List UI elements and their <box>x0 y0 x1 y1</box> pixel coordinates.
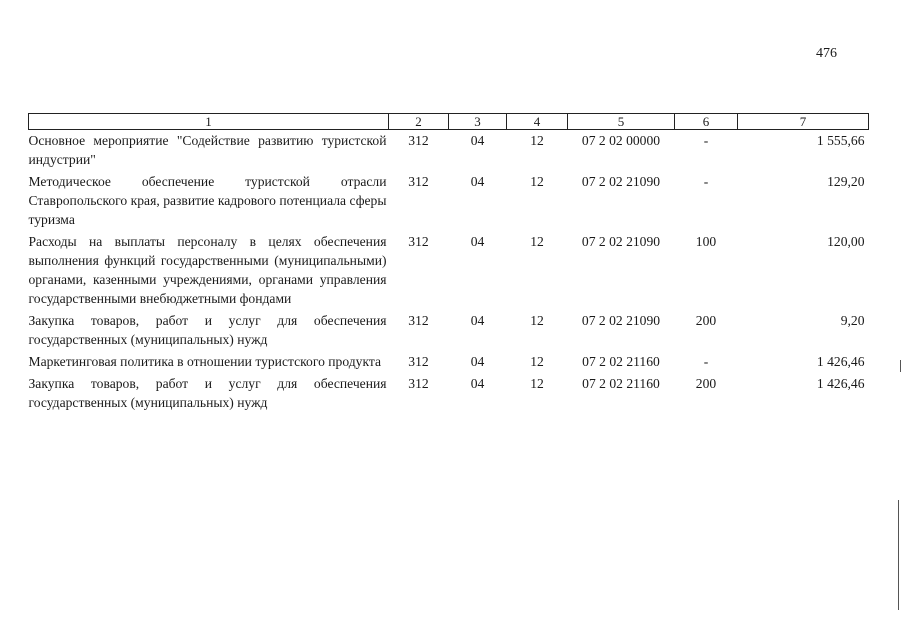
row-target: 07 2 02 00000 <box>581 133 661 148</box>
table-row <box>29 352 869 374</box>
row-section: 04 <box>470 234 485 249</box>
row-subsection: 12 <box>530 313 544 328</box>
row-ministry: 312 <box>408 174 429 189</box>
table-row <box>29 311 869 352</box>
row-section: 04 <box>470 376 485 391</box>
row-subsection: 12 <box>530 354 544 369</box>
table-header-row <box>29 114 869 130</box>
header-col-3: 3 <box>449 114 507 130</box>
row-name: Основное мероприятие "Содействие развитию туристской индустрии" <box>28 133 387 167</box>
scan-edge-mark <box>898 500 899 610</box>
header-col-6: 6 <box>675 114 738 130</box>
page-number: 476 <box>816 46 837 61</box>
table-row <box>29 130 869 173</box>
row-name: Маркетинговая политика в отношении туристского продукта <box>28 354 382 369</box>
row-name: Закупка товаров, работ и услуг для обеспечения государственных (муниципальных) нужд <box>28 376 387 410</box>
row-section: 04 <box>470 133 485 148</box>
table-row <box>29 232 869 311</box>
row-subsection: 12 <box>530 376 544 391</box>
header-col-5: 5 <box>568 114 675 130</box>
row-section: 04 <box>470 174 485 189</box>
scan-edge-mark <box>900 360 901 372</box>
row-amount: 120,00 <box>827 234 865 249</box>
header-col-4: 4 <box>507 114 568 130</box>
row-amount: 1 426,46 <box>816 354 865 369</box>
row-amount: 9,20 <box>840 313 865 328</box>
table-row <box>29 374 869 415</box>
row-expense-type: 200 <box>695 376 717 391</box>
row-target: 07 2 02 21160 <box>582 354 660 369</box>
row-target: 07 2 02 21160 <box>582 376 660 391</box>
row-ministry: 312 <box>408 354 429 369</box>
header-col-7: 7 <box>738 114 869 130</box>
row-expense-type: 100 <box>695 234 717 249</box>
row-ministry: 312 <box>408 376 429 391</box>
budget-table <box>28 113 869 415</box>
table-row <box>29 172 869 232</box>
row-section: 04 <box>470 313 485 328</box>
row-expense-type: - <box>703 174 709 189</box>
row-ministry: 312 <box>408 313 429 328</box>
row-target: 07 2 02 21090 <box>581 174 661 189</box>
row-expense-type: - <box>703 354 709 369</box>
row-section: 04 <box>470 354 485 369</box>
row-amount: 129,20 <box>827 174 865 189</box>
row-subsection: 12 <box>530 174 544 189</box>
row-target: 07 2 02 21090 <box>581 234 661 249</box>
row-subsection: 12 <box>530 133 544 148</box>
row-name: Расходы на выплаты персоналу в целях обеспечения выполнения функций государственными (муниципальными) органами, казенными учреждениями, органами управления государственными внебюджетными фондами <box>28 234 387 306</box>
row-name: Методическое обеспечение туристской отрасли Ставропольского края, развитие кадрового потенциала сферы туризма <box>28 174 387 227</box>
row-expense-type: 200 <box>695 313 717 328</box>
row-ministry: 312 <box>408 234 429 249</box>
header-col-2: 2 <box>389 114 449 130</box>
row-ministry: 312 <box>408 133 429 148</box>
header-col-1: 1 <box>29 114 389 130</box>
row-name: Закупка товаров, работ и услуг для обеспечения государственных (муниципальных) нужд <box>28 313 387 347</box>
row-amount: 1 426,46 <box>816 376 865 391</box>
row-subsection: 12 <box>530 234 544 249</box>
row-amount: 1 555,66 <box>816 133 865 148</box>
row-expense-type: - <box>703 133 709 148</box>
row-target: 07 2 02 21090 <box>581 313 661 328</box>
